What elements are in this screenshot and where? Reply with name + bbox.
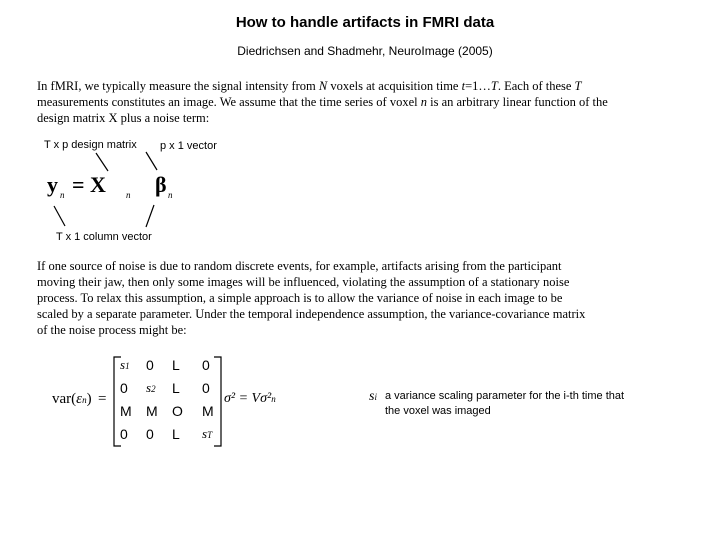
- pointer-column-to-y: [54, 206, 65, 226]
- noise-line-1: If one source of noise is due to random discrete events, for example, artifacts arising from the participant: [37, 259, 562, 273]
- eq1-y-sub: n: [60, 190, 65, 200]
- eq1-y: y: [47, 172, 58, 197]
- matrix-cell-r1-c4: 0: [202, 357, 210, 373]
- noise-line-2: moving their jaw, then only some images will be influenced, violating the assumption of a stationary noise: [37, 275, 570, 289]
- slide-title: How to handle artifacts in FMRI data: [235, 14, 495, 31]
- eq1-beta: β: [155, 172, 167, 197]
- noise-line-3: process. To relax this assumption, a simple approach is to allow the variance of noise in each image to be: [37, 291, 563, 305]
- si-note-line-2: the voxel was imaged: [385, 405, 491, 417]
- matrix-cell-r2-c1: 0: [120, 380, 128, 396]
- label-p-vector: p x 1 vector: [160, 140, 217, 152]
- pointer-design-to-x: [96, 153, 108, 171]
- matrix-cell-r1-c2: 0: [146, 357, 154, 373]
- matrix-cell-r3-c2: M: [146, 403, 158, 419]
- matrix-cell-r3-c1: M: [120, 403, 132, 419]
- matrix-cell-r4-c4: sT: [202, 426, 213, 441]
- eq1-beta-sub: n: [168, 190, 173, 200]
- pointer-vector-to-beta: [146, 152, 157, 170]
- matrix-cell-r1-c1: s1: [120, 357, 130, 372]
- intro-line-3: design matrix X plus a noise term:: [37, 111, 210, 125]
- matrix-cell-r4-c1: 0: [120, 426, 128, 442]
- si-note-text: [385, 389, 685, 419]
- matrix-cell-r4-c3: L: [172, 426, 180, 442]
- matrix-cell-r3-c3: O: [172, 403, 183, 419]
- slide-subtitle: Diedrichsen and Shadmehr, NeuroImage (2005): [237, 44, 493, 58]
- matrix-cell-r2-c3: L: [172, 380, 180, 396]
- label-column-vector: T x 1 column vector: [56, 231, 152, 243]
- label-design-matrix: T x p design matrix: [44, 139, 137, 151]
- matrix-cell-r1-c3: L: [172, 357, 180, 373]
- si-symbol: si: [369, 389, 377, 404]
- intro-line-2: measurements constitutes an image. We assume that the time series of voxel n is an arbitrary linear function of the: [37, 95, 608, 109]
- intro-line-1: In fMRI, we typically measure the signal intensity from N voxels at acquisition time t=1…T. Each of these T: [37, 79, 582, 93]
- matrix-cell-r4-c2: 0: [146, 426, 154, 442]
- eq1-eps-sub: n: [126, 190, 131, 200]
- matrix-cell-r3-c4: M: [202, 403, 214, 419]
- eq2-rhs: σ² = Vσ²n: [224, 391, 276, 406]
- matrix-cell-r2-c2: s2: [146, 380, 156, 395]
- noise-paragraph: [37, 258, 697, 338]
- eq1-equals-x: = X: [72, 172, 106, 197]
- pointer-column-to-eps: [146, 205, 154, 227]
- intro-paragraph: [37, 78, 697, 126]
- matrix-right-bracket: [214, 357, 221, 446]
- eq2-equals: =: [98, 391, 107, 407]
- noise-line-5: of the noise process might be:: [37, 323, 187, 337]
- si-note-line-1: a variance scaling parameter for the i-th time that: [385, 390, 625, 402]
- eq2-lhs: var(εn): [52, 391, 92, 407]
- matrix-cell-r2-c4: 0: [202, 380, 210, 396]
- noise-line-4: scaled by a separate parameter. Under the temporal independence assumption, the variance-covariance matrix: [37, 307, 586, 321]
